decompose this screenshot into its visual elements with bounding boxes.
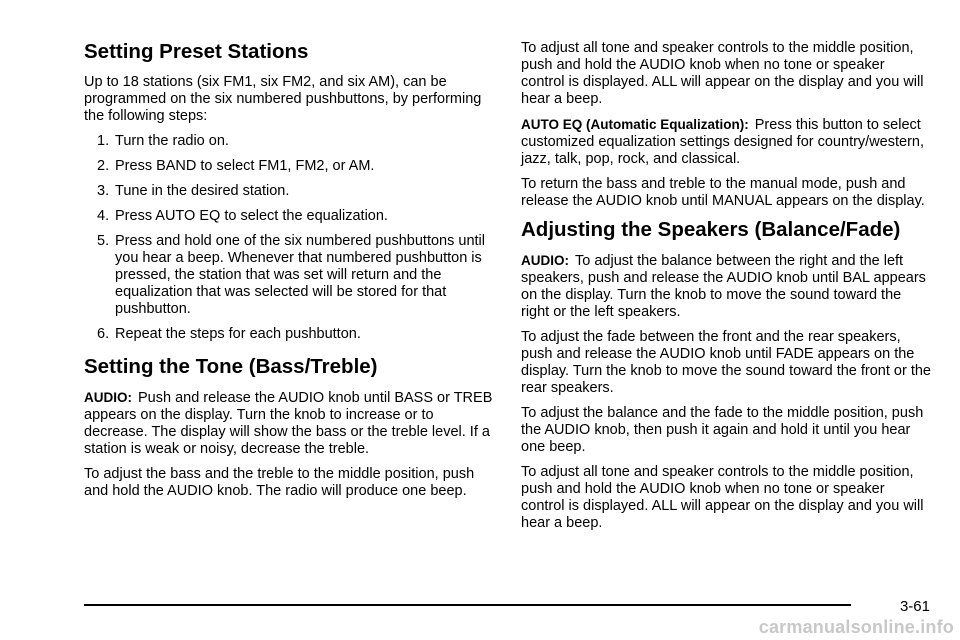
list-item: [84, 133, 494, 150]
step-number: 3.: [97, 183, 110, 199]
heading-setting-the-tone: Setting the Tone (Bass/Treble): [84, 355, 378, 378]
audio-balance-paragraph: [521, 252, 931, 321]
audio-label: AUDIO:: [84, 390, 132, 405]
audio-label: AUDIO:: [521, 253, 569, 268]
step-text: Turn the radio on.: [115, 133, 229, 149]
step-number: 4.: [97, 208, 110, 224]
list-item: [84, 208, 494, 225]
page-number: 3-61: [899, 598, 930, 615]
right-column: [521, 40, 931, 540]
left-column: [84, 40, 494, 508]
auto-eq-text: Press this button to select customized equalization settings designed for country/western, jazz, talk, pop, rock, and classical.: [521, 117, 924, 167]
step-text: Repeat the steps for each pushbutton.: [115, 326, 361, 342]
auto-eq-label: AUTO EQ (Automatic Equalization):: [521, 117, 749, 132]
all-controls-middle-paragraph: To adjust all tone and speaker controls to the middle position, push and hold the AUDIO knob when no tone or speaker control is displayed. ALL will appear on the display and you will hear a beep.: [521, 40, 924, 107]
footer-rule: [84, 604, 851, 606]
balance-fade-middle-paragraph: To adjust the balance and the fade to the middle position, push the AUDIO knob, then push it again and hold it until you hear one beep.: [521, 405, 924, 455]
watermark: carmanualsonline.info: [758, 617, 954, 637]
step-number: 5.: [97, 233, 110, 249]
step-text: Press AUTO EQ to select the equalization.: [115, 208, 388, 224]
step-text: Press and hold one of the six numbered pushbuttons until you hear a beep. Whenever that numbered pushbutton is pressed, the station that was set will return and the equalization that was selected will be stored for that pushbutton.: [115, 233, 485, 317]
auto-eq-paragraph: [521, 116, 931, 168]
list-item: [84, 326, 494, 343]
step-number: 2.: [97, 158, 110, 174]
step-text: Press BAND to select FM1, FM2, or AM.: [115, 158, 375, 174]
heading-adjusting-the-speakers: Adjusting the Speakers (Balance/Fade): [521, 218, 901, 241]
audio-tone-paragraph: [84, 389, 494, 458]
step-number: 1.: [97, 133, 110, 149]
preset-steps-list: [84, 133, 494, 343]
step-text: Tune in the desired station.: [115, 183, 290, 199]
heading-setting-preset-stations: Setting Preset Stations: [84, 40, 309, 63]
presets-intro: Up to 18 stations (six FM1, six FM2, and six AM), can be programmed on the six numbered pushbuttons, by performing the following steps:: [84, 74, 482, 124]
all-controls-middle-paragraph-2: To adjust all tone and speaker controls to the middle position, push and hold the AUDIO knob when no tone or speaker control is displayed. ALL will appear on the display and you will hear a beep.: [521, 464, 924, 531]
list-item: [84, 158, 494, 175]
balance-text: To adjust the balance between the right and the left speakers, push and release the AUDIO knob until BAL appears on the display. Turn the knob to move the sound toward the right or the left speakers.: [521, 253, 926, 320]
bass-treble-middle-paragraph: To adjust the bass and the treble to the middle position, push and hold the AUDIO knob. The radio will produce one beep.: [84, 466, 475, 499]
fade-paragraph: To adjust the fade between the front and the rear speakers, push and release the AUDIO knob until FADE appears on the display. Turn the knob to move the sound toward the front or the rear speakers.: [521, 329, 932, 396]
list-item: [84, 183, 494, 200]
list-item: [84, 233, 494, 318]
step-number: 6.: [97, 326, 110, 342]
manual-mode-paragraph: To return the bass and treble to the manual mode, push and release the AUDIO knob until MANUAL appears on the display.: [521, 176, 925, 209]
audio-tone-text: Push and release the AUDIO knob until BASS or TREB appears on the display. Turn the knob to increase or to decrease. The display will show the bass or the treble level. If a station is weak or noisy, decrease the treble.: [84, 390, 493, 457]
